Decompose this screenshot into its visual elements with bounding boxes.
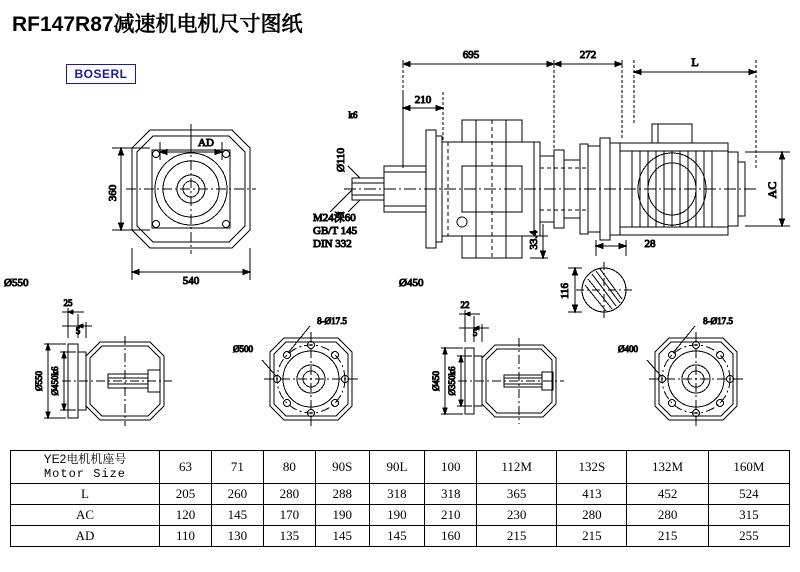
thread-note-leader <box>330 190 352 212</box>
dim-d110-label: Ø110 <box>335 147 347 173</box>
dim-v4-holes-label: 8-Ø17.5 <box>703 316 733 326</box>
cell-AD: 145 <box>315 526 369 547</box>
cell-L: 452 <box>627 484 708 505</box>
cell-L: 524 <box>708 484 789 505</box>
table-row <box>11 451 790 484</box>
col-header-size: 90L <box>369 451 425 484</box>
view-flange-550-side <box>44 308 172 426</box>
cell-L: 318 <box>425 484 477 505</box>
cell-AC: 170 <box>263 505 315 526</box>
dim-v3-350-label: Ø350k6 <box>447 366 457 396</box>
cell-AD: 215 <box>557 526 627 547</box>
dim-33-4-label: 33.4 <box>528 230 540 250</box>
cell-AD: 215 <box>477 526 557 547</box>
cell-AC: 120 <box>160 505 212 526</box>
cell-L: 205 <box>160 484 212 505</box>
view-flange-400-front <box>647 326 743 426</box>
dim-v1-450-label: Ø450k6 <box>50 366 60 396</box>
row-header-AC: AC <box>11 505 160 526</box>
cell-AD: 110 <box>160 526 212 547</box>
dim-210-label: 210 <box>414 94 432 106</box>
cell-AD: 255 <box>708 526 789 547</box>
cell-AC: 230 <box>477 505 557 526</box>
view-side-assembly <box>344 120 756 258</box>
label-d450: Ø450 <box>399 277 424 289</box>
dim-AD-label: AD <box>198 137 214 149</box>
cell-AD: 130 <box>211 526 263 547</box>
label-d550: Ø550 <box>4 277 29 289</box>
col-header-size: 63 <box>160 451 212 484</box>
cell-L: 280 <box>263 484 315 505</box>
table-row <box>11 526 790 547</box>
table-row <box>11 505 790 526</box>
col-header-size: 80 <box>263 451 315 484</box>
thread-note-line3: DIN 332 <box>313 238 352 250</box>
dim-116-label: 116 <box>559 282 571 300</box>
dim-28-label: 28 <box>644 238 656 250</box>
cell-AC: 280 <box>557 505 627 526</box>
row-header-AD: AD <box>11 526 160 547</box>
brand-logo: BOSERL <box>66 64 136 84</box>
cell-L: 365 <box>477 484 557 505</box>
dim-v1-25-label: 25 <box>63 298 73 308</box>
dim-360-label: 360 <box>107 184 119 202</box>
dim-v1-5-label: 5 <box>75 326 81 336</box>
row-header-motor-size-en: Motor Size <box>43 467 126 481</box>
dim-v2-holes-label: 8-Ø17.5 <box>317 316 347 326</box>
col-header-size: 160M <box>708 451 789 484</box>
row-header-L: L <box>11 484 160 505</box>
dim-272 <box>554 60 622 148</box>
cell-AC: 315 <box>708 505 789 526</box>
thread-note-line1: M24深60 <box>313 212 356 224</box>
cell-AC: 145 <box>211 505 263 526</box>
dim-v1-550-label: Ø550 <box>34 371 44 391</box>
cell-L: 318 <box>369 484 425 505</box>
cell-AC: 190 <box>315 505 369 526</box>
cell-AC: 190 <box>369 505 425 526</box>
page-title: RF147R87减速机电机尺寸图纸 <box>12 13 303 36</box>
col-header-size: 132S <box>557 451 627 484</box>
col-header-size: 90S <box>315 451 369 484</box>
dim-v4-400-label: Ø400 <box>618 344 638 354</box>
motor-dimension-table <box>10 450 790 547</box>
dim-v3-450-label: Ø450 <box>431 371 441 391</box>
cell-L: 288 <box>315 484 369 505</box>
cell-AC: 280 <box>627 505 708 526</box>
cell-L: 260 <box>211 484 263 505</box>
dim-272-label: 272 <box>579 49 597 61</box>
dim-695-label: 695 <box>462 49 480 61</box>
cell-AC: 210 <box>425 505 477 526</box>
thread-note-line2: GB/T 145 <box>313 225 358 237</box>
dim-v2-500-label: Ø500 <box>233 344 253 354</box>
view-shaft-key-detail <box>568 240 632 318</box>
col-header-size: 132M <box>627 451 708 484</box>
cell-AD: 160 <box>425 526 477 547</box>
cell-AD: 145 <box>369 526 425 547</box>
table-row <box>11 484 790 505</box>
col-header-size: 112M <box>477 451 557 484</box>
view-flange-500-front <box>262 326 358 426</box>
cell-L: 413 <box>557 484 627 505</box>
row-header-motor-size-cn: YE2电机机座号 <box>43 452 127 466</box>
cell-AD: 215 <box>627 526 708 547</box>
col-header-size: 100 <box>425 451 477 484</box>
view-front-flange <box>126 124 256 254</box>
cell-AD: 135 <box>263 526 315 547</box>
col-header-size: 71 <box>211 451 263 484</box>
dim-AC-label: AC <box>765 181 779 199</box>
dim-d110-tol-label: k6 <box>348 110 358 120</box>
dim-v3-22-label: 22 <box>460 300 470 310</box>
row-header-motor-size <box>11 451 160 484</box>
view-flange-450-side <box>441 310 564 424</box>
dim-L-label: L <box>691 55 699 69</box>
dim-540-label: 540 <box>182 275 200 287</box>
dim-v3-5-label: 5 <box>472 328 478 338</box>
